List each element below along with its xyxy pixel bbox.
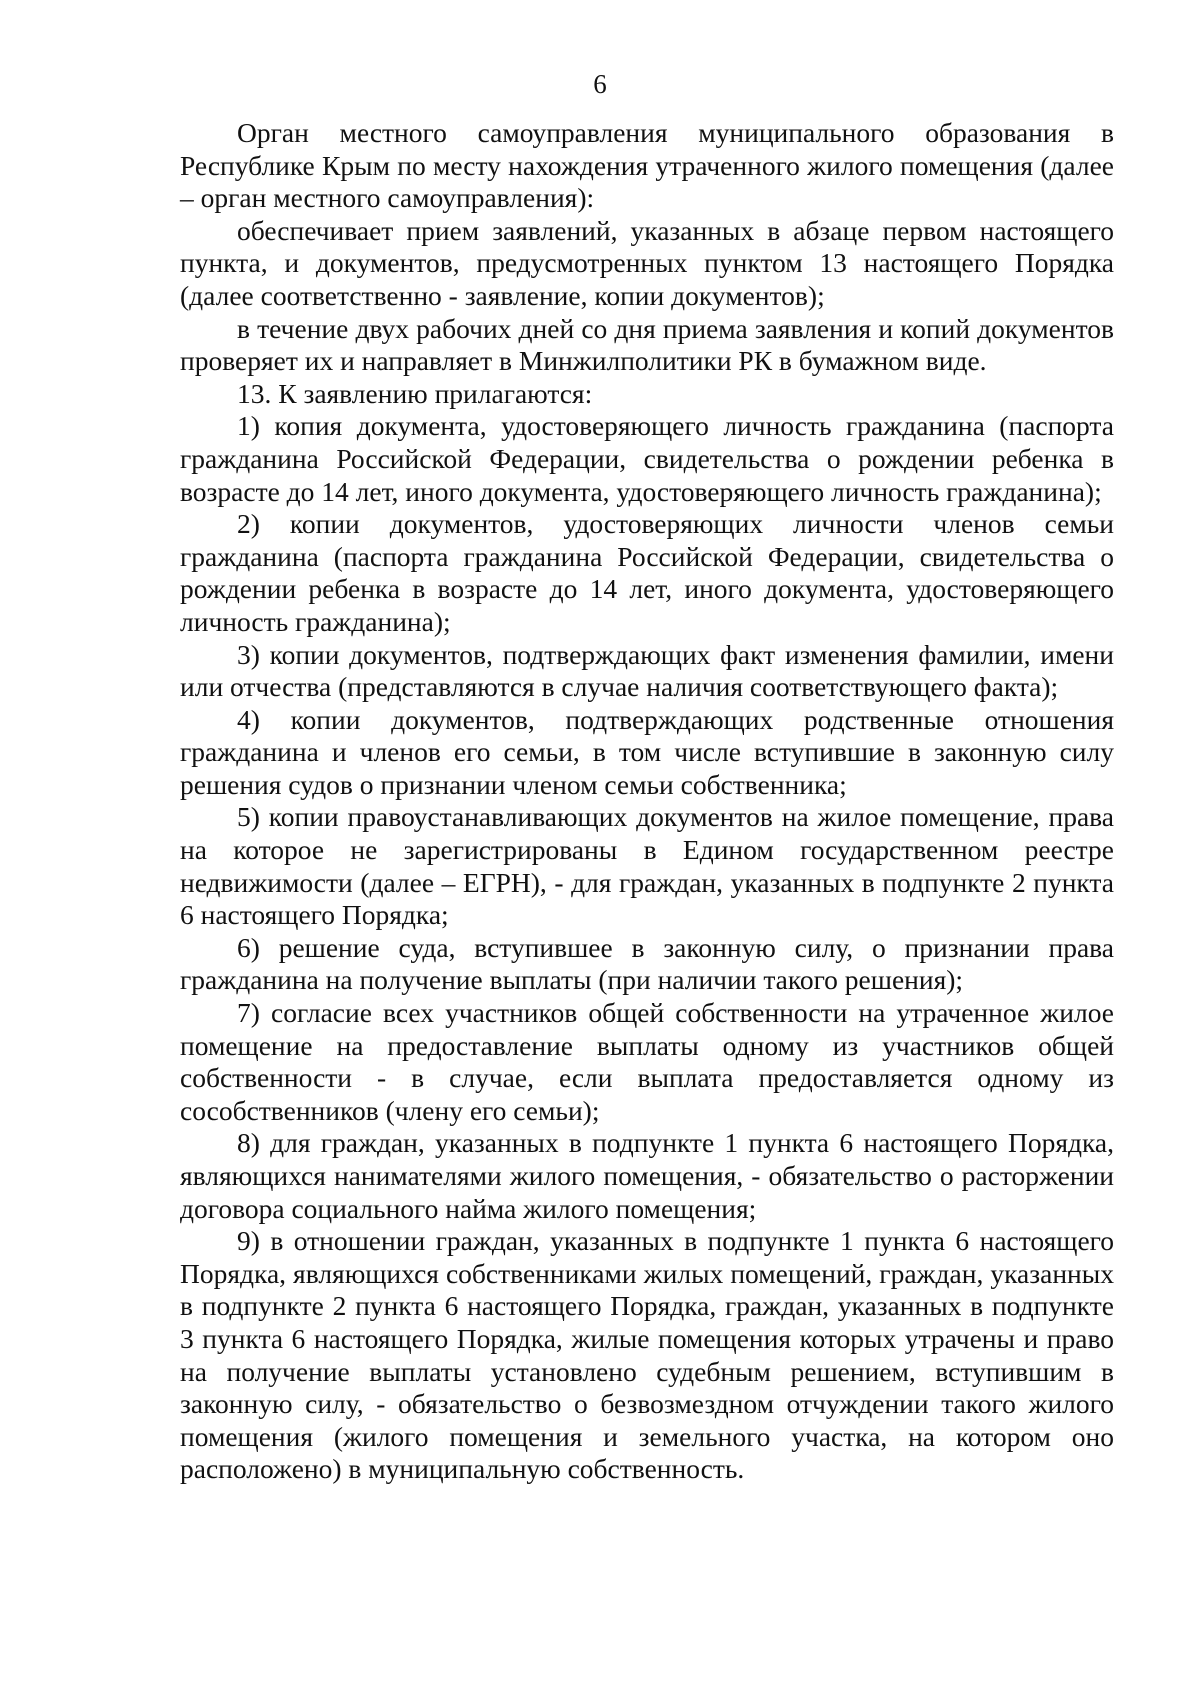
paragraph-checks-and-forwards: в течение двух рабочих дней со дня приема заявления и копий документов проверяет их и направляет в Минжилполитики РК в бумажном виде. xyxy=(180,312,1114,377)
list-item-3: 3) копии документов, подтверждающих факт изменения фамилии, имени или отчества (представляются в случае наличия соответствующего факта); xyxy=(180,638,1114,703)
page-number: 6 xyxy=(593,69,607,99)
paragraph-accepts-applications: обеспечивает прием заявлений, указанных в абзаце первом настоящего пункта, и документов, предусмотренных пунктом 13 настоящего Порядка (далее соответственно - заявление, копии документов); xyxy=(180,214,1114,311)
paragraph-local-authority: Орган местного самоуправления муниципального образования в Республике Крым по месту нахождения утраченного жилого помещения (далее – орган местного самоуправления): xyxy=(180,117,1114,214)
list-item-6: 6) решение суда, вступившее в законную силу, о признании права гражданина на получение выплаты (при наличии такого решения); xyxy=(180,931,1114,996)
list-item-8: 8) для граждан, указанных в подпункте 1 пункта 6 настоящего Порядка, являющихся нанимателями жилого помещения, - обязательство о расторжении договора социального найма жилого помещения; xyxy=(180,1127,1114,1224)
paragraph-item-13-heading: 13. К заявлению прилагаются: xyxy=(237,377,593,409)
list-item-5: 5) копии правоустанавливающих документов на жилое помещение, права на которое не зарегистрированы в Едином государственном реестре недвижимости (далее – ЕГРН), - для граждан, указанных в подпункте 2 пункта 6 настоящего Порядка; xyxy=(180,801,1114,931)
document-body xyxy=(180,117,1114,1486)
list-item-9: 9) в отношении граждан, указанных в подпункте 1 пункта 6 настоящего Порядка, являющихся собственниками жилых помещений, граждан, указанных в подпункте 2 пункта 6 настоящего Порядка, граждан, указанных в подпункте 3 пункта 6 настоящего Порядка, жилые помещения которых утрачены и право на получение выплаты установлено судебным решением, вступившим в законную силу, - обязательство о безвозмездном отчуждении такого жилого помещения (жилого помещения и земельного участка, на котором оно расположено) в муниципальную собственность. xyxy=(180,1225,1114,1485)
list-item-1: 1) копия документа, удостоверяющего личность гражданина (паспорта гражданина Российской Федерации, свидетельства о рождении ребенка в возрасте до 14 лет, иного документа, удостоверяющего личность гражданина); xyxy=(180,410,1114,507)
list-item-2: 2) копии документов, удостоверяющих личности членов семьи гражданина (паспорта гражданина Российской Федерации, свидетельства о рождении ребенка в возрасте до 14 лет, иного документа, удостоверяющего личность гражданина); xyxy=(180,508,1114,637)
list-item-4: 4) копии документов, подтверждающих родственные отношения гражданина и членов его семьи, в том числе вступившие в законную силу решения судов о признании членом семьи собственника; xyxy=(180,703,1114,800)
list-item-7: 7) согласие всех участников общей собственности на утраченное жилое помещение на предоставление выплаты одному из участников общей собственности - в случае, если выплата предоставляется одному из сособственников (члену его семьи); xyxy=(180,997,1114,1126)
